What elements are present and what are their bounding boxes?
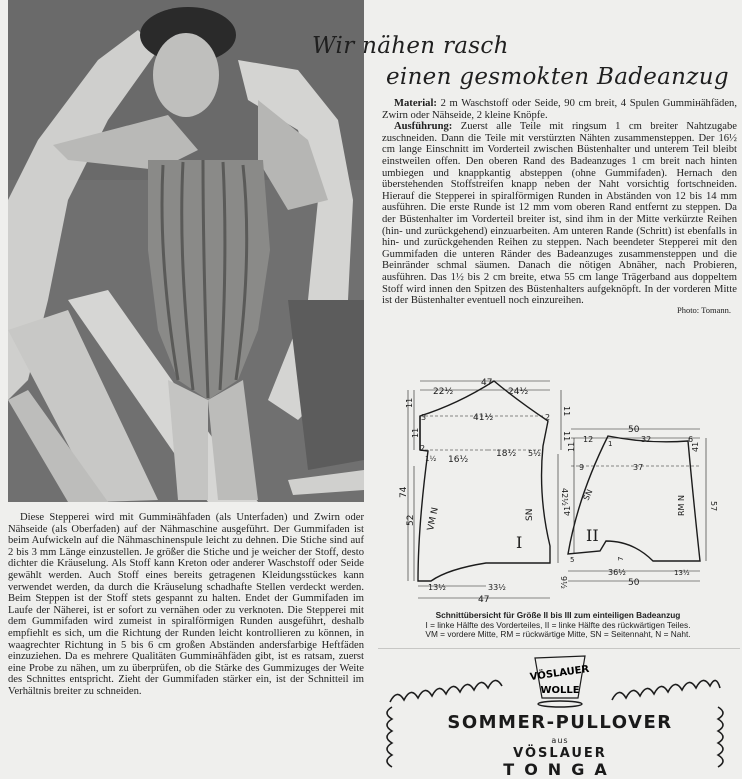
back-bottom-total: 50 <box>628 578 640 588</box>
front-bottom-total: 47 <box>478 595 490 605</box>
back-mid-top: 32 <box>641 435 652 444</box>
title-line-2: einen gesmokten Badeanzug <box>386 64 729 90</box>
front-piece <box>418 381 550 581</box>
stitching-paragraph: Diese Stepperei wird mit Gummінähfaden (als Unterfaden) und Zwirn oder Nähseide (als Oberfaden) auf der Nähmaschine ausgeführt. Der Gummifaden ist beim Aufwickeln auf die Nähmaschinenspule leicht zu dehnen. Die Stiche sind auf 2 bis 3 mm Länge einzustellen. Je größer die Stiche und je weicher der Stoff, desto dichter die Kräuselung. Als Stoff kann Kreton oder anderer Waschstoff oder Seide gewählt werden. Auch Stoff eines bereits getragenen Kleidungsstückes kann verwendet werden, da durch die Kräuselung schadhafte Stellen verdeckt werden. Beim Steppen ist der Stoff stets gespannt zu halten. Endet der Gummifaden im Laufe der Näherei, ist er sofort zu vernähen oder zu verknoten. Die Stepperei mit dem Gummifaden wird zumeist in spiralförmigen Runden ausgeführt, deshalb empfiehlt es sich, um die Richtung der Runden leicht kontrollieren zu können, in waagrechter Richtung in 5 bis 6 cm großen Abständen andersfarbige Heftfäden einzuziehen. Da es mehrere Qualitäten Gummінähfäden gibt, ist es ratsam, zuerst eine Probe zu nähen, um zu überprüfen, ob die Stärke des Gummizuges der Weite des Schnittes entspricht. Zieht der Gummifaden stärker ein, ist der Schnitteil im Verhältnis breiter zu schneiden. <box>8 512 364 697</box>
front-small-left: 1½ <box>425 455 437 463</box>
ad-headline: SOMMER-PULLOVER <box>447 712 673 733</box>
back-height-top: 11 <box>567 441 576 452</box>
front-width-top: 47 <box>481 378 493 388</box>
front-waist-right: 18½ <box>496 449 517 459</box>
front-waist-left: 16½ <box>448 455 469 465</box>
material-label: Material: <box>394 98 437 109</box>
material-text: 2 m Waschstoff oder Seide, 90 cm breit, 4 Spulen Gummінähfäden, Zwirn oder Nähseide, 2 kleine Knöpfe. <box>382 98 737 121</box>
ad-aus: aus <box>551 736 569 745</box>
caption-line-1: I = linke Hälfte des Vorderteiles, II = linke Hälfte des rückwärtigen Teiles. <box>425 619 691 630</box>
front-crotch-height: 9½ <box>559 576 568 589</box>
execution-paragraph <box>382 121 737 307</box>
front-sn-label: SN <box>525 508 535 521</box>
caption-title: Schnittübersicht für Größe II bis III zum einteiligen Badeanzug <box>435 610 681 620</box>
front-bottom-right: 33½ <box>488 583 506 592</box>
back-mark-1: 1 <box>608 440 613 448</box>
front-side-height: 42½ <box>560 488 569 506</box>
back-hip-left: 9 <box>579 463 585 472</box>
ad-product: TONGA <box>503 760 617 779</box>
swimsuit-photo <box>8 0 364 502</box>
front-right-mid-height: 11 <box>562 431 571 442</box>
back-small-left: 5 <box>570 556 575 564</box>
front-small-right: 5½ <box>528 449 541 458</box>
photo-illustration <box>8 0 364 502</box>
back-rm-label: RM N <box>677 495 686 516</box>
photo-credit: Photo: Tomann. <box>676 304 731 315</box>
front-height-mid: 11 <box>411 427 420 438</box>
instructions-column <box>382 98 737 315</box>
front-right-top: 24½ <box>508 387 529 397</box>
front-height-total: 74 <box>399 486 409 498</box>
back-hip-line: 37 <box>633 463 644 472</box>
back-right-top-height: 41 <box>691 441 700 452</box>
front-left-top: 22½ <box>433 387 454 397</box>
stitching-column <box>8 512 364 698</box>
caption-line-2: VM = vordere Mitte, RM = rückwärtige Mitte, SN = Seitennaht, N = Naht. <box>425 629 691 640</box>
front-mark-3: 3 <box>421 413 427 422</box>
back-width-top: 50 <box>628 425 640 435</box>
svg-text:VÖSLAUER: VÖSLAUER <box>529 663 590 684</box>
pattern-caption <box>380 611 736 640</box>
svg-text:WOLLE: WOLLE <box>540 685 580 696</box>
front-vm-label: VM N <box>426 506 441 532</box>
back-piece-label: II <box>586 526 599 545</box>
back-bottom-right: 13½ <box>674 569 690 577</box>
back-left-height: 41 <box>563 505 572 516</box>
front-piece-label: I <box>516 533 523 552</box>
execution-text: Zuerst alle Teile mit ringsum 1 cm breiter Nahtzugabe zuschneiden. Dann die Teile mit verstürzten Nähten zusammensteppen. Der 16½ cm lange Einschnitt im Vorderteil zwischen Büstenhalter und unterem Teil bleibt einstweilen offen. Den oberen Rand des Badeanzuges 1 cm breit nach hinten umbiegen und knappkantig absteppen (ohne Gummifaden). Hernach den überstehenden Stoffstreifen knapp neben der Naht vorsichtig fortschneiden. Hierauf die Stepperei in spiralförmigen Runden in Abständen von 12 bis 14 mm ausführen. Die erste Runde ist 12 mm vom oberen Rand entfernt zu steppen. Da der Büstenhalter im Vorderteil breiter ist, sind ihm in der Mitte verkürzte Reihen (hin- und zurückgehend) einzuarbeiten. Am unteren Rande (Schritt) ist ebenfalls in hin- und zurückgehenden Reihen zu steppen. Nach beendeter Stepperei mit den Gummifaden die unteren Ränder des Badeanzuges zusammensteppen und die Beinränder schmal säumen. Danach die nötigen Abnäher, nach Probieren, ausführen. Das 1½ bis 2 cm breite, etwa 55 cm lange Trägerband aus doppeltem Stoff wird innen den Spitzen des Büstenhalters aufgeknöpft. In der vorderen Mitte ist der Büstenhalter eventuell noch einzureihen. <box>382 121 737 307</box>
front-right-top-height: 11 <box>562 406 571 417</box>
front-height-top: 11 <box>405 397 414 408</box>
back-right-height: 57 <box>709 501 718 512</box>
material-paragraph <box>382 98 737 121</box>
ad-brand: VÖSLAUER <box>513 746 607 761</box>
back-sn-label: SN <box>581 488 595 502</box>
back-left-top: 12 <box>583 435 594 444</box>
execution-label: Ausführung: <box>394 121 453 133</box>
front-height-lower: 52 <box>406 514 416 526</box>
ad-divider <box>378 648 740 649</box>
back-right-top: 6 <box>688 435 694 444</box>
front-mark-2b: 2 <box>545 413 551 422</box>
voslauer-advertisement <box>380 652 740 779</box>
voslauer-wolle-logo <box>529 656 590 707</box>
front-bottom-left: 13½ <box>428 583 446 592</box>
pattern-diagram <box>378 376 740 608</box>
back-bottom-left: 36½ <box>608 568 626 577</box>
front-bust-line: 41½ <box>473 413 494 423</box>
title-line-1: Wir nähen rasch <box>312 33 509 59</box>
back-curve-height: 7 <box>617 556 625 561</box>
front-mark-2: 2 <box>420 444 426 453</box>
